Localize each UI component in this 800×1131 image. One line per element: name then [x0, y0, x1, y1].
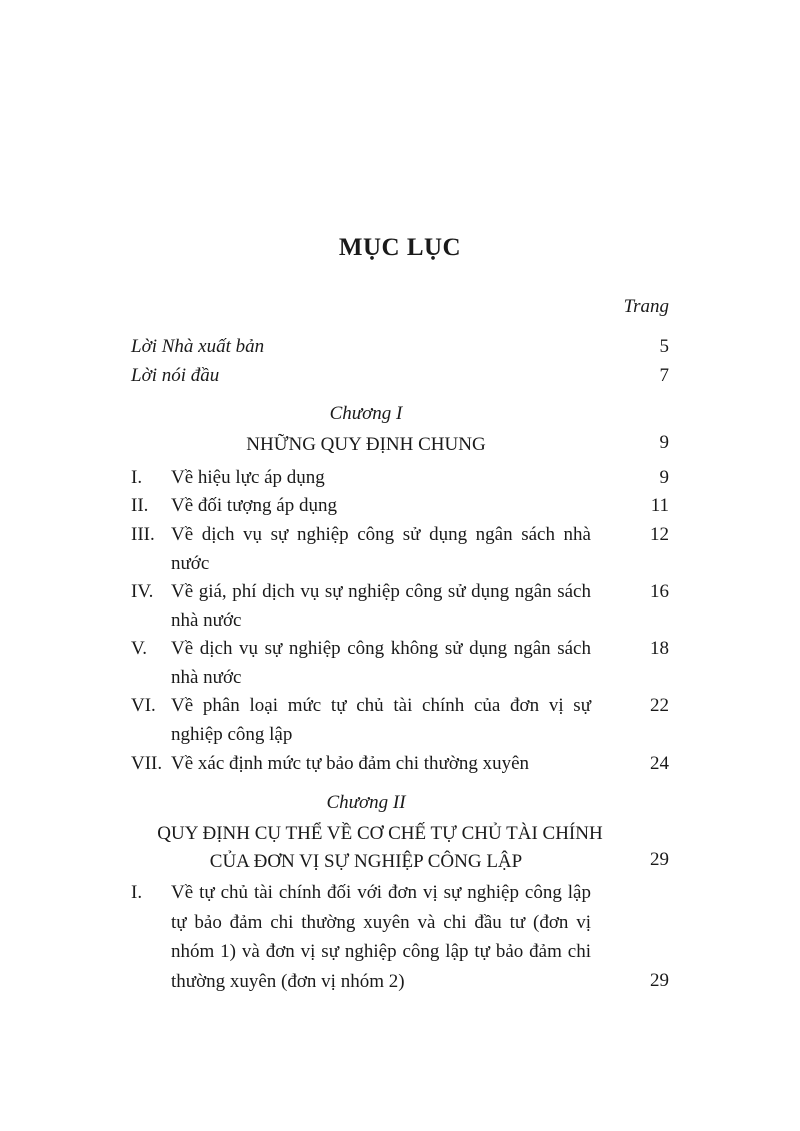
toc-entry-page: 5 — [659, 336, 669, 357]
entry-page: 24 — [650, 753, 669, 774]
entry-number: IV. — [131, 581, 154, 602]
chapter-title[interactable]: NHỮNG QUY ĐỊNH CHUNG — [246, 434, 486, 455]
toc-entry-page: 7 — [659, 365, 669, 386]
toc-entry-foreword[interactable] — [131, 365, 669, 387]
chapter-label: Chương II — [326, 792, 406, 813]
entry-text: Về dịch vụ sự nghiệp công không sử dụng ngân sách nhà nước — [171, 638, 591, 688]
toc-entry-publisher-note[interactable] — [131, 336, 669, 358]
page-column-label: Trang — [623, 296, 669, 317]
chapter-title-line2[interactable]: CỦA ĐƠN VỊ SỰ NGHIỆP CÔNG LẬP — [209, 851, 523, 872]
toc-entry-label: Lời Nhà xuất bản — [131, 336, 265, 357]
entry-page: 11 — [650, 495, 669, 516]
entry-text: Về dịch vụ sự nghiệp công sử dụng ngân sách nhà nước — [171, 524, 591, 574]
entry-page: 29 — [650, 970, 669, 991]
entry-text: Về phân loại mức tự chủ tài chính của đơn vị sự nghiệp công lập — [171, 695, 591, 745]
entry-text: Về xác định mức tự bảo đảm chi thường xuyên — [171, 753, 530, 774]
chapter-title-line1[interactable]: QUY ĐỊNH CỤ THỂ VỀ CƠ CHẾ TỰ CHỦ TÀI CHÍNH — [157, 823, 603, 844]
entry-number: II. — [131, 495, 149, 516]
entry-number: V. — [131, 638, 148, 659]
chapter-label: Chương I — [329, 403, 403, 424]
entry-text: Về hiệu lực áp dụng — [171, 467, 325, 488]
entry-page: 9 — [659, 467, 669, 488]
entry-page: 16 — [650, 581, 669, 602]
entry-page: 22 — [650, 695, 669, 716]
entry-number: VII. — [131, 753, 163, 774]
entry-number: I. — [131, 467, 143, 488]
entry-page: 18 — [650, 638, 669, 659]
entry-number: III. — [131, 524, 155, 545]
page-title: MỤC LỤC — [338, 234, 462, 261]
entry-number: VI. — [131, 695, 156, 716]
entry-page: 12 — [650, 524, 669, 545]
chapter-page: 29 — [650, 849, 669, 870]
chapter-page: 9 — [659, 432, 669, 453]
toc-entry-label: Lời nói đầu — [131, 365, 220, 386]
entry-text: Về giá, phí dịch vụ sự nghiệp công sử dụng ngân sách nhà nước — [171, 581, 591, 631]
entry-text: Về đối tượng áp dụng — [171, 495, 337, 516]
entry-text: Về tự chủ tài chính đối với đơn vị sự nghiệp công lập tự bảo đảm chi thường xuyên và chi đầu tư (đơn vị nhóm 1) và đơn vị sự nghiệp công lập tự bảo đảm chi thường xuyên (đơn vị nhóm 2) — [171, 882, 591, 992]
entry-number: I. — [131, 882, 143, 903]
